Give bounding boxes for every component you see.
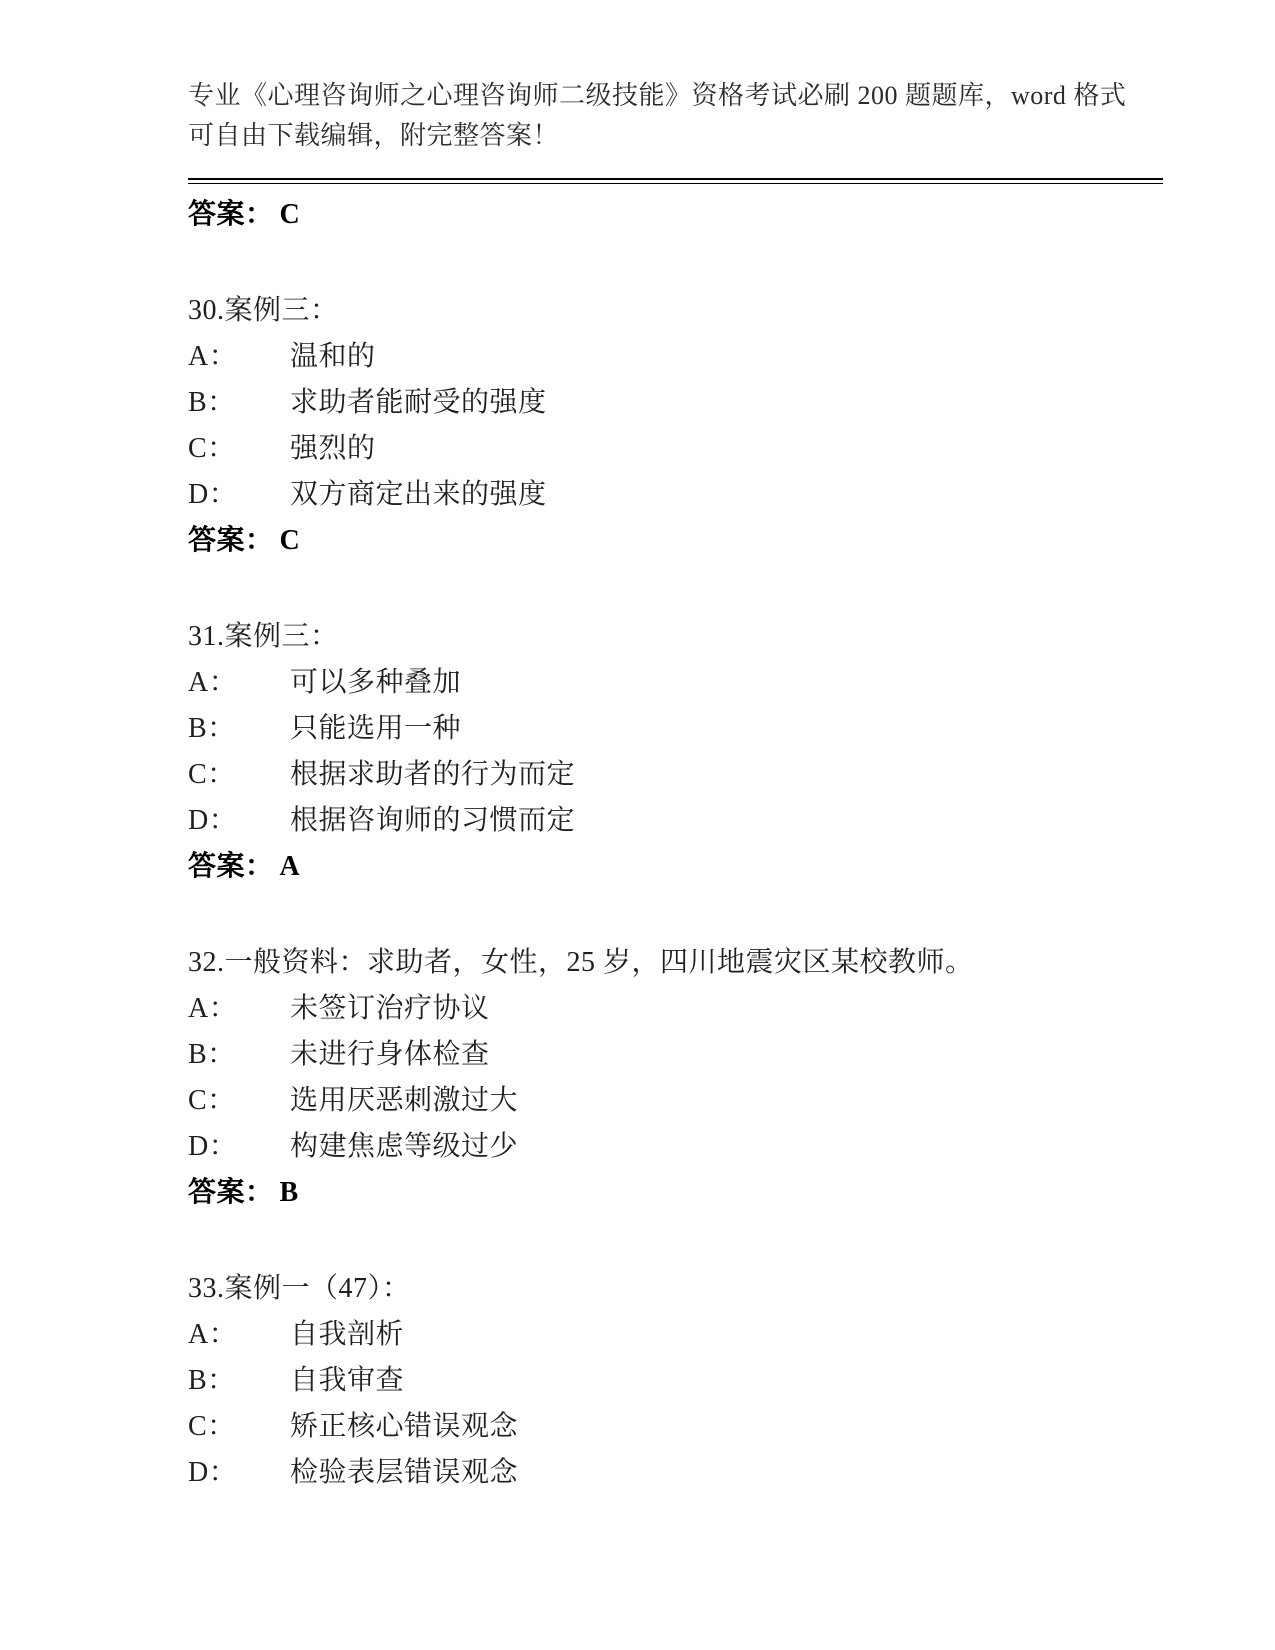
option-text: 自我审查 [290,1365,405,1396]
option-label: D： [188,1457,238,1488]
option-row-a [188,986,1195,1032]
option-row-a [188,1312,1195,1358]
answer-value: B [279,1177,299,1208]
option-label: B： [188,713,236,744]
question-title: 30.案例三： [188,295,339,326]
page-header-note [188,76,1195,156]
option-row-c [188,752,1195,798]
option-label: B： [188,1039,236,1070]
option-text: 构建焦虑等级过少 [290,1131,519,1162]
option-label: C： [188,433,236,464]
option-text: 自我剖析 [290,1319,405,1350]
question-title: 31.案例三： [188,621,339,652]
carryover-answer-line [188,192,1195,238]
option-text: 根据求助者的行为而定 [290,759,576,790]
question-30 [188,288,1195,564]
option-text: 强烈的 [290,433,376,464]
option-row-b [188,706,1195,752]
option-label: A： [188,993,238,1024]
option-row-b [188,1358,1195,1404]
option-row-d [188,472,1195,518]
option-label: C： [188,1411,236,1442]
answer-value: C [279,525,301,556]
header-note-line-1: 专业《心理咨询师之心理咨询师二级技能》资格考试必刷 200 题题库，word 格式 [188,81,1127,110]
option-row-a [188,334,1195,380]
option-row-c [188,1404,1195,1450]
option-row-b [188,1032,1195,1078]
option-row-d [188,798,1195,844]
header-note-line-2: 可自由下载编辑，附完整答案！ [188,121,560,150]
answer-line [188,1170,1195,1216]
question-31 [188,614,1195,890]
option-text: 根据咨询师的习惯而定 [290,805,576,836]
option-row-a [188,660,1195,706]
option-row-d [188,1450,1195,1496]
question-32 [188,940,1195,1216]
option-text: 检验表层错误观念 [290,1457,519,1488]
option-label: A： [188,1319,238,1350]
option-row-c [188,426,1195,472]
option-label: D： [188,805,238,836]
answer-label: 答案： [188,525,274,556]
question-title: 32.一般资料：求助者，女性，25 岁，四川地震灾区某校教师。 [188,947,974,978]
option-text: 温和的 [290,341,376,372]
option-text: 只能选用一种 [290,713,462,744]
option-label: A： [188,341,238,372]
answer-line [188,518,1195,564]
carryover-answer-value: C [279,199,301,230]
option-text: 可以多种叠加 [290,667,462,698]
option-row-b [188,380,1195,426]
header-divider [188,178,1163,184]
option-text: 双方商定出来的强度 [290,479,547,510]
answer-line [188,844,1195,890]
answer-value: A [279,851,301,882]
option-text: 矫正核心错误观念 [290,1411,519,1442]
answer-label: 答案： [188,851,274,882]
option-label: A： [188,667,238,698]
option-label: C： [188,759,236,790]
answer-label: 答案： [188,1177,274,1208]
option-label: B： [188,387,236,418]
option-text: 选用厌恶刺激过大 [290,1085,519,1116]
option-label: D： [188,1131,238,1162]
option-label: C： [188,1085,236,1116]
option-row-d [188,1124,1195,1170]
option-row-c [188,1078,1195,1124]
option-text: 未进行身体检查 [290,1039,490,1070]
question-33 [188,1266,1195,1496]
option-text: 未签订治疗协议 [290,993,490,1024]
option-text: 求助者能耐受的强度 [290,387,547,418]
carryover-answer-label: 答案： [188,199,274,230]
question-title: 33.案例一（47）： [188,1273,411,1304]
option-label: B： [188,1365,236,1396]
option-label: D： [188,479,238,510]
